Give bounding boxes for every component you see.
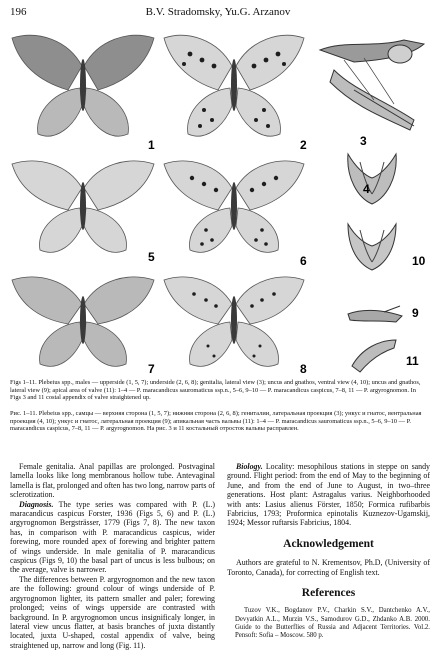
paragraph-female-genitalia: Female genitalia. Anal papillas are prolonged. Postvaginal lamella looks like long membranous hollow tube. Antevaginal lamella is flat, prolonged and often has two long, narrow parts of sclerotization.	[10, 462, 215, 500]
references-heading: References	[301, 587, 356, 600]
figure-caption-ru: Рис. 1–11. Plebeius spp., самцы — верхняя сторона (1, 5, 7); нижняя сторона (2, 6, 8); гениталии, латеральная проекция (3); ункус и гнатос, вентральная проекция (4, 10); ункус и гнатос, латеральная проекция (9); апикальная часть вальвы (11): 1–4 — P. maracandicus sauromaticus ssp.n., 5–6, 9–10 — P. maracandicus caspicus, 7–8, 11 — P. argyrognomon. На рис. 3 и 11 костальный отросток вальвы расправлен.	[10, 410, 422, 433]
figure-label-6: 6	[300, 254, 307, 268]
figure-label-4: 4	[363, 182, 370, 196]
figure-label-9: 9	[412, 306, 419, 320]
acknowledgement-heading: Acknowledgement	[283, 537, 374, 550]
paragraph-diagnosis	[10, 500, 215, 575]
figure-label-2: 2	[300, 138, 307, 152]
paragraph-differences: The differences between P. argyrognomon and the new taxon are the following: ground colour of wings underside of P. argyrognomon lighter, its pattern smaller and paler; forewing prolonged; veins of wings upperside are contrasted with background. In P. argyrognomon uncus insignificaly longer, in lateral view uncus flatter, at basis branches of juxta distantly located, juxta U-shaped, costal appendix of valve, being straightened up, narrow and long (Fig. 11).	[10, 574, 215, 650]
figure-label-7: 7	[148, 362, 155, 376]
specimen-fig8-underside	[160, 272, 308, 376]
uncus-fig4-ventral	[338, 148, 408, 210]
specimen-fig1-upperside	[8, 30, 158, 148]
figure-label-10: 10	[412, 254, 426, 268]
biology-heading: Biology.	[236, 462, 263, 471]
running-head: B.V. Stradomsky, Yu.G. Arzanov	[145, 6, 291, 18]
figure-label-5: 5	[148, 250, 155, 264]
reference-entry: Tuzov V.K., Bogdanov P.V., Charkin S.V., Dantchenko A.V., Devyatkin A.L., Murzin V.S., Samodurov G.D., Zhdanko A.B. 2000. Guide to the Butterflies of Russia and Adjacent Territories. Vol.2. Pensoft: Sofia – Moscow. 580 p.	[235, 607, 430, 640]
paragraph-biology	[227, 462, 430, 528]
diagnosis-text: The type series was compared with P. (L.) maracandicus caspicus Forster, 1936 (Figs 5, 6) and P. (L.) argyrognomon Bergsträsser, 1779 (Figs 7, 8). The new taxon has, in comparison with P. maracandicus caspicus, wider forewing, more rounded apex of forewing and brighter pattern of wings underside. In male genitalia of P. maracandicus caspicus (Figs 9, 10) the basal part of uncus is less bulbous; on the average, valve is narrower.	[10, 499, 215, 575]
uncus-fig9-lateral	[344, 304, 406, 330]
biology-text: Locality: mesophilous stations in steppe on sandy ground. Flight period: from the end of May to the beginning of June, and from the end of June to August, in two–three generations. Host plant: Astragalus varius. Neighborhooded with ants: Lasius alienus Förster, 1850; Formica rufibarbis Fabricius, 1793; Proformica epinotalis Kuznezov-Ugamskij, 1924; Messor ruftarsis Fabricius, 1804.	[227, 462, 430, 528]
specimen-fig6-underside	[160, 154, 308, 266]
figure-plate	[0, 26, 438, 376]
page-header	[10, 6, 426, 20]
specimen-fig5-upperside	[8, 154, 158, 266]
figure-label-1: 1	[148, 138, 155, 152]
specimen-fig7-upperside	[8, 272, 158, 376]
figure-caption-en: Figs 1–11. Plebeius spp., males — upperside (1, 5, 7); underside (2, 6, 8); genitalia, lateral view (3); uncus and gnathos, ventral view (4, 10); uncus and gnathos, lateral view (9); apical area of valve (11): 1–4 — P. maracandicus sauromaticus ssp.n., 5–6, 9–10 — P. maracandicus caspicus, 7–8, 11 — P. argyrognomon. In Figs 3 and 11 costal appendix of valve straightened up.	[10, 379, 421, 402]
genitalia-fig3-lateral	[314, 30, 434, 148]
left-column	[10, 462, 215, 650]
figure-label-8: 8	[300, 362, 307, 376]
valve-fig11-apex	[348, 336, 400, 374]
figure-label-3: 3	[360, 134, 367, 148]
diagnosis-heading: Diagnosis.	[19, 499, 54, 509]
uncus-fig10-ventral	[338, 218, 408, 276]
right-column	[227, 462, 430, 640]
acknowledgement-text: Authors are grateful to N. Krementsov, Ph.D, (University of Toronto, Canada), for correcting of English text.	[227, 558, 430, 577]
page-number: 196	[10, 6, 27, 18]
figure-label-11: 11	[406, 354, 419, 368]
specimen-fig2-underside	[160, 30, 308, 148]
